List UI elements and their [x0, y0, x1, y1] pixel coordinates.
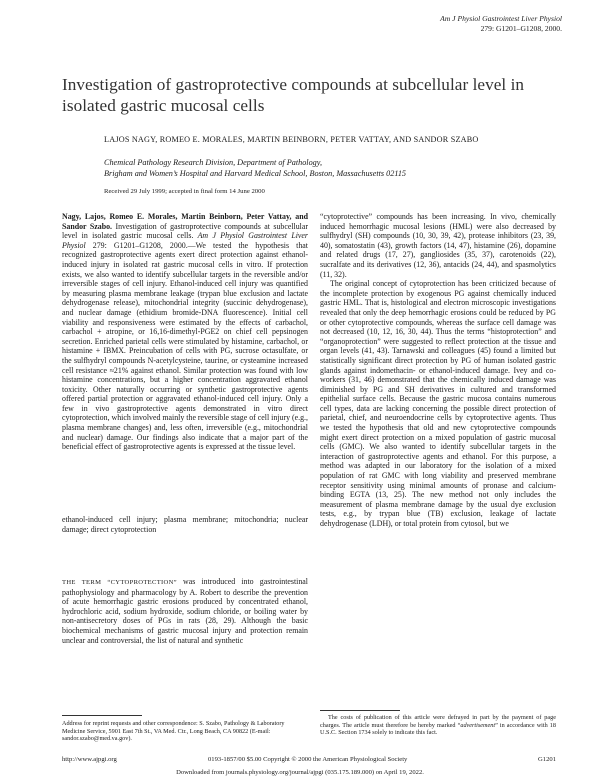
article-title: Investigation of gastroprotective compounds at subcellular level in isolated gastric mucosal cells: [62, 75, 525, 115]
reprint-footnote: Address for reprint requests and other correspondence: S. Szabo, Pathology & Laboratory Medicine Service, 5901 East 7th St., VA Med. Ctr., Long Beach, CA 90822 (E-mail: sandor.szabo@med.va.gov).: [62, 720, 285, 743]
journal-pages: 279: G1201–G1208, 2000.: [480, 24, 562, 33]
cost-footnote-emphasis: advertisement: [460, 721, 496, 729]
journal-url-link[interactable]: http://www.ajpgi.org: [62, 756, 117, 763]
page-number: G1201: [538, 756, 556, 763]
abstract-body: We tested the hypothesis that recognized gastroprotective agents exert direct protection against ethanol-induced injury in isolated rat gastric mucosal cells in vitro. If protection exists, we also wanted to identify subcellular targets in the reversible and/or irreversible stages of cell injury. Ethanol-induced cell injury was quantified by measuring plasma membrane leakage (trypan blue exclusion and lactate dehydrogenase release), mitochondrial integrity (succinic dehydrogenase), and nuclear damage (ethidium bromide-DNA fluorescence). Initial cell viability and responsiveness were estimated by the effects of carbachol, carbachol + atropine, or 16,16-dimethyl-PGE2 on chief cell pepsinogen secretion. Enriched parietal cells were stimulated by histamine, carbachol, or histamine + IBMX. Preincubation of cells with PG, sucrose octasulfate, or the sulfhydryl compounds N-acetylcysteine, taurine, or cysteamine increased cell resistance ≈21% against ethanol. Similar protection was found with low histamine concentrations, but a higher concentration aggravated ethanol toxicity. Other naturally occurring or synthetic gastroprotective agents offered partial protection or aggravated ethanol-induced cell injury. Only a few in vivo gastroprotective agents demonstrated in vitro direct cytoprotection, which involved mainly the reversible stage of cell injury (e.g., plasma membrane changes) and, less often, irreversible (e.g., mitochondrial and nuclear) damage. Our findings also indicate that a major part of the beneficial effect of gastroprotective agents is expressed at the tissue level.: [62, 240, 308, 452]
journal-header: [302, 14, 562, 34]
affiliation-line-1: Chemical Pathology Research Division, Department of Pathology,: [104, 158, 322, 167]
abstract-citation-authors: Nagy, Lajos, Romeo E. Morales, Martin Beinborn, Peter Vattay, and Sandor Szabo.: [62, 212, 308, 231]
right-column-paragraph-2: The original concept of cytoprotection has been criticized because of the incomplete protection by exogenous PG against chemically induced gastric HML. That is, histological and electron microscopic investigations revealed that only the deep hemorrhagic erosions could be reduced by PG or other cytoprotective compounds, whereas the surface cell damage was not decreased (10, 12, 16, 30, 44). Thus the terms “histoprotection” and “organoprotection” were suggested to reflect protection at the tissue and organ levels (41, 43). Tarnawski and colleagues (45) found a limited but statistically significant direct protection by PG of human isolated gastric glands against indomethacin- or ethanol-induced damage. Ivey and co-workers (31, 46) demonstrated that the chemically induced damage was diminished by PG and SH derivatives in cultured and transformed epithelial surface cells. Because the gastric mucosa contains numerous cell types, data are lacking concerning the possible direct protection of parietal, chief, and neuroendocrine cells by cytoprotective agents. Thus we tested the hypothesis that old and new cytoprotective compounds might exert direct protection on a mixed population of gastric mucosal cells (GMC). We also wanted to identify subcellular targets in the interaction of gastroprotective agents and ethanol. For this purpose, a method was adapted in our laboratory for the isolation of a mixed population of rat GMC with long viability and preserved membrane receptor sensitivity using minimal amounts of pronase and calcium-binding EGTA (13, 25). The new method not only includes the measurement of plasma membrane damage by the usual dye exclusion tests, e.g., by trypan blue (TB) exclusion, leakage of lactate dehydrogenase (LDH), or total protein from cytosol, but we: [320, 279, 556, 528]
cost-footnote-after: ” in accordance with 18 U.S.C. Section 1734 solely to indicate this fact.: [320, 721, 556, 737]
author-list: LAJOS NAGY, ROMEO E. MORALES, MARTIN BEINBORN, PETER VATTAY, AND SANDOR SZABO: [104, 135, 479, 144]
intro-body: was introduced into gastrointestinal pathophysiology and pharmacology by A. Robert to describe the prevention of acute hemorrhagic gastric erosions produced by concentrated ethanol, hydrochloric acid, sodium hydroxide, sodium chloride, or boiling water by non-antisecretory doses of PGs in rats (28, 29). Although the basic biochemical mechanisms of gastric mucosal injury and protection remain unclear and controversial, the list of natural and synthetic: [62, 577, 308, 645]
journal-name: Am J Physiol Gastrointest Liver Physiol: [440, 14, 562, 23]
abstract-citation-title: Investigation of gastroprotective compounds at subcellular level in isolated gastric mucosal cells.: [62, 221, 309, 241]
affiliation: [104, 157, 574, 179]
publication-cost-footnote: [320, 714, 556, 737]
copyright-line: 0193-1857/00 $5.00 Copyright © 2000 the American Physiological Society: [208, 756, 408, 763]
affiliation-line-2: Brigham and Women’s Hospital and Harvard Medical School, Boston, Massachusetts 02115: [104, 169, 407, 178]
abstract-citation-rest: 279: G1201–G1208, 2000.—: [85, 240, 196, 250]
keywords: ethanol-induced cell injury; plasma membrane; mitochondria; nuclear damage; direct cytoprotection: [62, 515, 308, 534]
download-notice: Downloaded from journals.physiology.org/journal/ajpgi (035.175.189.000) on April 19, 2022.: [176, 769, 424, 776]
intro-lead: THE TERM “CYTOPROTECTION”: [62, 579, 177, 586]
right-column-text: [320, 212, 556, 529]
right-column-paragraph-1: “cytoprotective” compounds has been increasing. In vivo, chemically induced hemorrhagic mucosal lesions (HML) were also decreased by sulfhydryl (SH) compounds (10, 30, 39, 42), protease inhibitors (23, 39, 40), somatostatin (43), growth factors (14, 47), histamine (26), dopamine and related drugs (17, 27), gangliosides (35, 37), carotenoids (22), sucralfate and its derivatives (12, 36), antacids (24, 44), and spasmolytics (11, 32).: [320, 212, 556, 279]
abstract-citation-journal: Am J Physiol Gastrointest Liver Physiol: [62, 231, 308, 250]
abstract: [62, 212, 308, 452]
footnote-divider-left: [62, 715, 142, 716]
introduction-paragraph: [62, 577, 308, 645]
cost-footnote-before: The costs of publication of this article were defrayed in part by the payment of page charges. The article must therefore be hereby marked “: [320, 714, 556, 729]
footnote-divider-right: [320, 710, 400, 711]
received-dates: Received 29 July 1999; accepted in final form 14 June 2000: [104, 188, 265, 195]
